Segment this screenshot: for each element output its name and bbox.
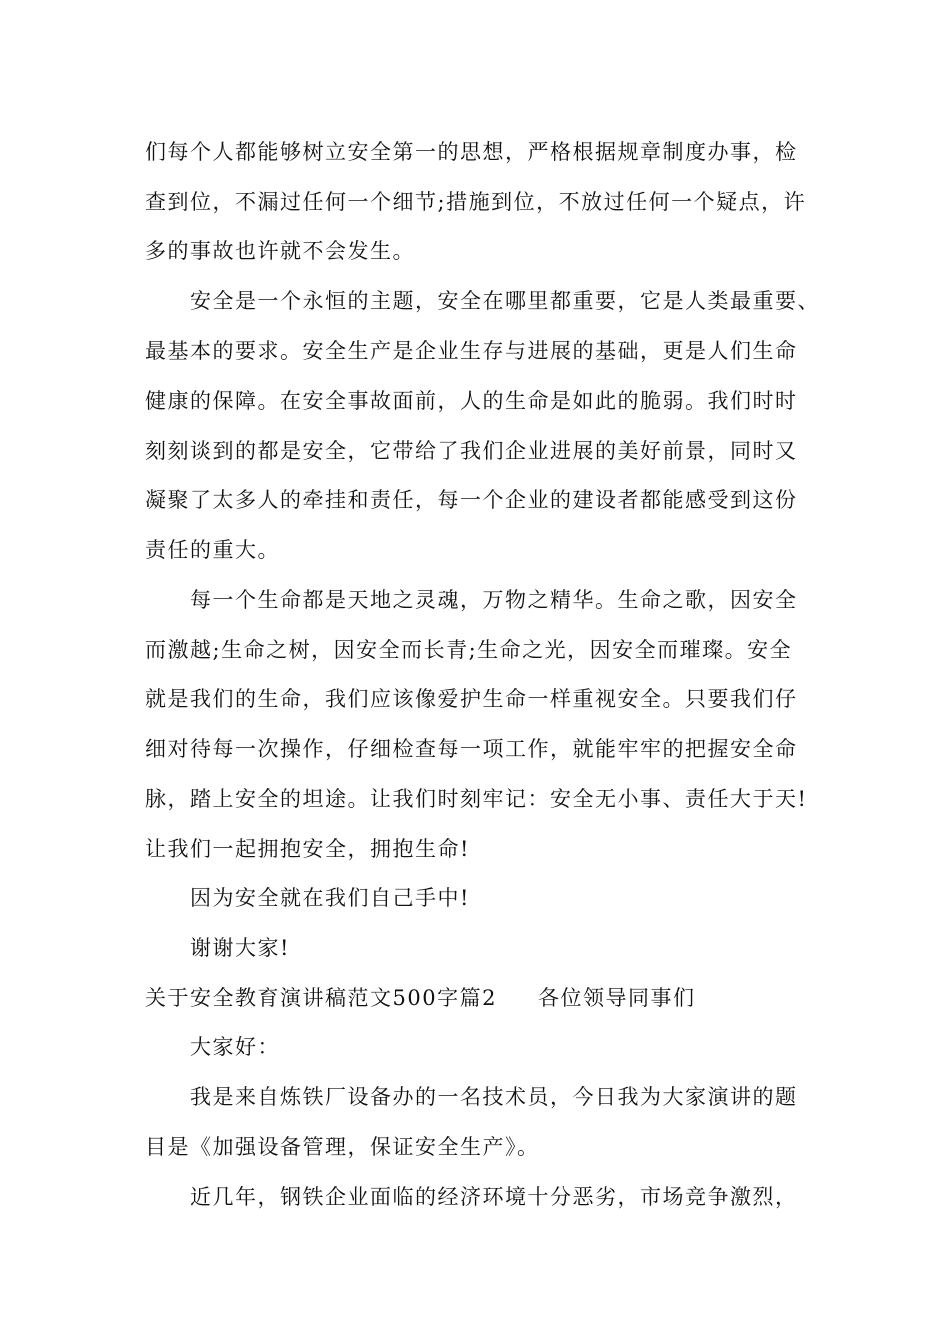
text-line: 每一个生命都是天地之灵魂，万物之精华。生命之歌，因安全 <box>190 588 798 612</box>
section-heading: 关于安全教育演讲稿范文500字篇2 <box>145 986 497 1010</box>
text-line: 刻刻谈到的都是安全，它带给了我们企业进展的美好前景，同时又 <box>145 439 798 463</box>
text-line: 就是我们的生命，我们应该像爱护生命一样重视安全。只要我们仔 <box>145 687 798 711</box>
text-line: 健康的保障。在安全事故面前，人的生命是如此的脆弱。我们时时 <box>145 389 798 413</box>
text-line: 查到位，不漏过任何一个细节;措施到位，不放过任何一个疑点，许 <box>145 190 807 214</box>
text-line: 细对待每一次操作，仔细检查每一项工作，就能牢牢的把握安全命 <box>145 737 798 761</box>
text-line: 们每个人都能够树立安全第一的思想，严格根据规章制度办事，检 <box>145 140 798 164</box>
text-line: 最基本的要求。安全生产是企业生存与进展的基础，更是人们生命 <box>145 339 798 363</box>
text-line: 让我们一起拥抱安全，拥抱生命! <box>145 837 470 861</box>
section-greeting: 各位领导同事们 <box>538 986 696 1010</box>
text-line: 因为安全就在我们自己手中! <box>190 886 470 910</box>
text-line: 我是来自炼铁厂设备办的一名技术员，今日我为大家演讲的题 <box>190 1085 798 1109</box>
text-line: 近几年，钢铁企业面临的经济环境十分恶劣，市场竞争激烈， <box>190 1185 798 1209</box>
text-line: 而激越;生命之树，因安全而长青;生命之光，因安全而璀璨。安全 <box>145 638 793 662</box>
text-line: 目是《加强设备管理，保证安全生产》。 <box>145 1135 540 1159</box>
text-line: 安全是一个永恒的主题，安全在哪里都重要，它是人类最重要、 <box>190 289 820 313</box>
text-line: 多的事故也许就不会发生。 <box>145 239 415 263</box>
text-line: 脉，踏上安全的坦途。让我们时刻牢记：安全无小事、责任大于天! <box>145 787 808 811</box>
text-line: 大家好： <box>190 1035 280 1059</box>
text-line: 谢谢大家! <box>190 936 290 960</box>
text-line: 责任的重大。 <box>145 538 280 562</box>
text-line: 凝聚了太多人的牵挂和责任，每一个企业的建设者都能感受到这份 <box>145 488 798 512</box>
